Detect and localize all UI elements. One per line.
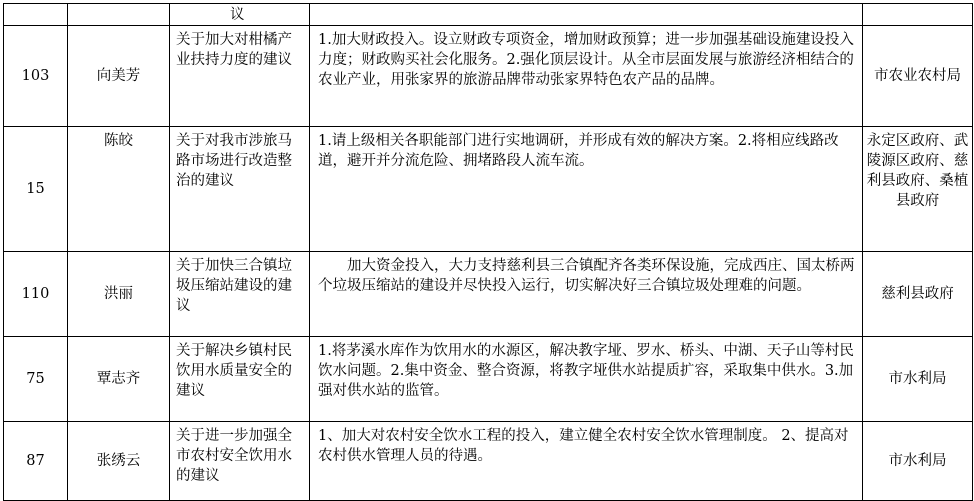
proposer-name: [68, 4, 170, 26]
responsible-department: 市水利局: [863, 422, 973, 501]
proposal-table: [3, 3, 973, 501]
proposal-title: 关于解决乡镇村民饮用水质量安全的建议: [170, 337, 310, 422]
table-row: [4, 127, 973, 252]
proposal-number: 75: [4, 337, 68, 422]
table-row: [4, 4, 973, 26]
table-row: [4, 252, 973, 337]
proposer-name: 向美芳: [68, 26, 170, 127]
responsible-department: 市水利局: [863, 337, 973, 422]
proposal-content: 加大资金投入，大力支持慈利县三合镇配齐各类环保设施，完成西庄、国太桥两个垃圾压缩站的建设并尽快投入运行，切实解决好三合镇垃圾处理难的问题。: [310, 252, 863, 337]
proposer-name: 张绣云: [68, 422, 170, 501]
proposal-number: 103: [4, 26, 68, 127]
table-row: [4, 422, 973, 501]
proposal-number: 110: [4, 252, 68, 337]
table-row: [4, 26, 973, 127]
proposal-content: 1.加大财政投入。设立财政专项资金，增加财政预算；进一步加强基础设施建设投入力度；财政购买社会化服务。2.强化顶层设计。从全市层面发展与旅游经济相结合的农业产业，用张家界的旅游品牌带动张家界特色农产品的品牌。: [310, 26, 863, 127]
proposer-name: 覃志齐: [68, 337, 170, 422]
proposal-title: 关于加快三合镇垃圾压缩站建设的建议: [170, 252, 310, 337]
proposal-title: 关于进一步加强全市农村安全饮用水的建议: [170, 422, 310, 501]
proposer-name: 洪丽: [68, 252, 170, 337]
proposal-number: [4, 4, 68, 26]
proposal-content: 1.请上级相关各职能部门进行实地调研，并形成有效的解决方案。2.将相应线路改道，避开并分流危险、拥堵路段人流车流。: [310, 127, 863, 252]
proposal-title: 议: [170, 4, 310, 26]
responsible-department: 永定区政府、武陵源区政府、慈利县政府、桑植县政府: [863, 127, 973, 252]
proposal-title: 关于对我市涉旅马路市场进行改造整治的建议: [170, 127, 310, 252]
proposal-number: 15: [4, 127, 68, 252]
responsible-department: 市农业农村局: [863, 26, 973, 127]
proposal-content: 1、加大对农村安全饮水工程的投入，建立健全农村安全饮水管理制度。 2、提高对农村供水管理人员的待遇。: [310, 422, 863, 501]
responsible-department: [863, 4, 973, 26]
proposal-content: 1.将茅溪水库作为饮用水的水源区，解决教字垭、罗水、桥头、中湖、天子山等村民饮水问题。2.集中资金、整合资源，将教字垭供水站提质扩容，采取集中供水。3.加强对供水站的监管。: [310, 337, 863, 422]
proposal-content: [310, 4, 863, 26]
table-row: [4, 337, 973, 422]
proposal-number: 87: [4, 422, 68, 501]
proposal-title: 关于加大对柑橘产业扶持力度的建议: [170, 26, 310, 127]
responsible-department: 慈利县政府: [863, 252, 973, 337]
proposer-name: 陈皎: [68, 127, 170, 252]
